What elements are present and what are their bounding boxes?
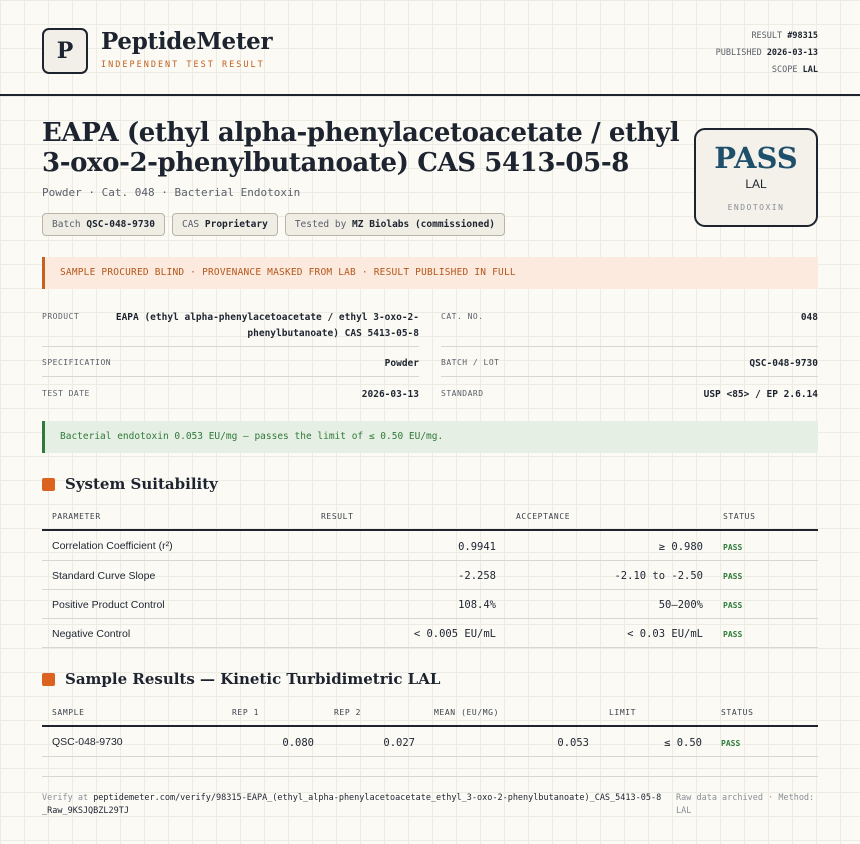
col-status: STATUS: [721, 708, 754, 717]
info-label: BATCH / LOT: [441, 358, 500, 367]
section-marker-icon: [42, 478, 55, 491]
col-result: RESULT: [321, 512, 354, 521]
info-value: QSC-048-9730: [749, 358, 818, 369]
col-sample: SAMPLE: [52, 708, 85, 717]
param-cell: Correlation Coefficient (r²): [52, 540, 173, 552]
acceptance-cell: < 0.03 EU/mL: [627, 628, 703, 640]
sample-cell: QSC-048-9730: [52, 736, 123, 748]
divider: [42, 589, 818, 590]
scope-line: SCOPE LAL: [771, 65, 818, 75]
product-subtitle: Powder · Cat. 048 · Bacterial Endotoxin: [42, 186, 301, 199]
scope-value: LAL: [802, 65, 818, 75]
result-cell: 0.9941: [458, 541, 496, 553]
rep1-cell: 0.080: [282, 737, 314, 749]
acceptance-cell: ≥ 0.980: [658, 541, 703, 553]
info-value: EAPA (ethyl alpha-phenylacetoacetate / ethyl 3-oxo-2-phenylbutanoate) CAS 5413-05-8: [115, 312, 419, 339]
divider: [441, 346, 818, 347]
divider: [42, 618, 818, 619]
info-batch: [441, 357, 818, 373]
result-cell: -2.258: [458, 570, 496, 582]
info-label: STANDARD: [441, 389, 484, 398]
verify-note: Verify at peptidemeter.com/verify/98315-EAPA_(ethyl_alpha-phenylacetoacetate_ethyl_3-oxo-2-phenylbutanoate)_CAS_5413-05-8_Raw_9KSJQBZL29TJ: [42, 793, 662, 816]
verdict-method: LAL: [745, 177, 767, 191]
published-date: 2026-03-13: [766, 48, 818, 58]
batch-chip: Batch QSC-048-9730: [42, 213, 165, 236]
info-product: [42, 311, 419, 341]
verdict-stamp: [694, 128, 818, 227]
info-value: USP <85> / EP 2.6.14: [703, 389, 818, 400]
param-cell: Negative Control: [52, 628, 131, 640]
col-status: STATUS: [723, 512, 756, 521]
verdict-word: PASS: [714, 141, 798, 175]
info-label: PRODUCT: [42, 312, 80, 321]
product-title: EAPA (ethyl alpha-phenylacetoacetate / ethyl 3-oxo-2-phenylbutanoate) CAS 5413-05-8: [42, 118, 680, 178]
info-standard: [441, 388, 818, 404]
table-header-rule: [42, 725, 818, 727]
info-value: 2026-03-13: [361, 389, 419, 400]
param-cell: Positive Product Control: [52, 599, 165, 611]
divider: [42, 346, 419, 347]
result-cell: 108.4%: [458, 599, 496, 611]
divider: [42, 756, 818, 757]
lab-chip: Tested by MZ Biolabs (commissioned): [285, 213, 505, 236]
status-badge: PASS: [723, 543, 743, 552]
info-value: 048: [800, 312, 818, 323]
cas-chip: CAS Proprietary: [172, 213, 278, 236]
info-label: SPECIFICATION: [42, 358, 112, 367]
archive-note: Raw data archived · Method: LAL: [676, 793, 815, 816]
info-label: CAT. NO.: [441, 312, 484, 321]
col-parameter: PARAMETER: [52, 512, 101, 521]
divider: [42, 560, 818, 561]
result-summary: Bacterial endotoxin 0.053 EU/mg — passes the limit of ≤ 0.50 EU/mg.: [42, 421, 818, 453]
divider: [441, 376, 818, 377]
col-acceptance: ACCEPTANCE: [516, 512, 571, 521]
col-rep2: REP 2: [334, 708, 362, 717]
result-id: #98315: [787, 31, 818, 41]
section-marker-icon: [42, 673, 55, 686]
col-rep1: REP 1: [232, 708, 260, 717]
report-meta: [716, 28, 818, 79]
info-value: Powder: [384, 358, 419, 369]
status-badge: PASS: [723, 572, 743, 581]
col-limit: LIMIT: [609, 708, 637, 717]
info-cat-no: [441, 311, 818, 327]
mean-cell: 0.053: [557, 737, 589, 749]
sample-results-heading: Sample Results — Kinetic Turbidimetric LAL: [42, 670, 440, 688]
status-badge: PASS: [721, 739, 741, 748]
report-header: [0, 0, 860, 96]
info-specification: [42, 357, 419, 373]
info-test-date: [42, 388, 419, 404]
limit-cell: ≤ 0.50: [664, 737, 702, 749]
table-header-rule: [42, 529, 818, 531]
footer-rule: [42, 776, 818, 777]
rep2-cell: 0.027: [383, 737, 415, 749]
status-badge: PASS: [723, 630, 743, 639]
suitability-heading: System Suitability: [42, 475, 218, 493]
result-cell: < 0.005 EU/mL: [413, 628, 496, 640]
published-line: PUBLISHED 2026-03-13: [715, 48, 818, 58]
acceptance-cell: 50–200%: [658, 599, 703, 611]
info-label: TEST DATE: [42, 389, 90, 398]
col-mean: MEAN (EU/MG): [434, 708, 499, 717]
chip-row: [42, 213, 505, 236]
divider: [42, 647, 818, 648]
verify-link[interactable]: peptidemeter.com/verify/98315-EAPA_(ethyl_alpha-phenylacetoacetate_ethyl_3-oxo-2-phenylbutanoate)_CAS_5413-05-8_Raw_9KSJQBZL29TJ: [42, 793, 662, 816]
blind-notice: SAMPLE PROCURED BLIND · PROVENANCE MASKED FROM LAB · RESULT PUBLISHED IN FULL: [42, 257, 818, 289]
param-cell: Standard Curve Slope: [52, 570, 156, 582]
brand-tagline: INDEPENDENT TEST RESULT: [101, 60, 265, 70]
logo-mark: P: [42, 28, 88, 74]
acceptance-cell: -2.10 to -2.50: [614, 570, 703, 582]
verdict-category: ENDOTOXIN: [727, 203, 785, 212]
brand-name: PeptideMeter: [101, 28, 273, 55]
status-badge: PASS: [723, 601, 743, 610]
divider: [42, 376, 419, 377]
result-id-line: RESULT #98315: [751, 31, 818, 41]
